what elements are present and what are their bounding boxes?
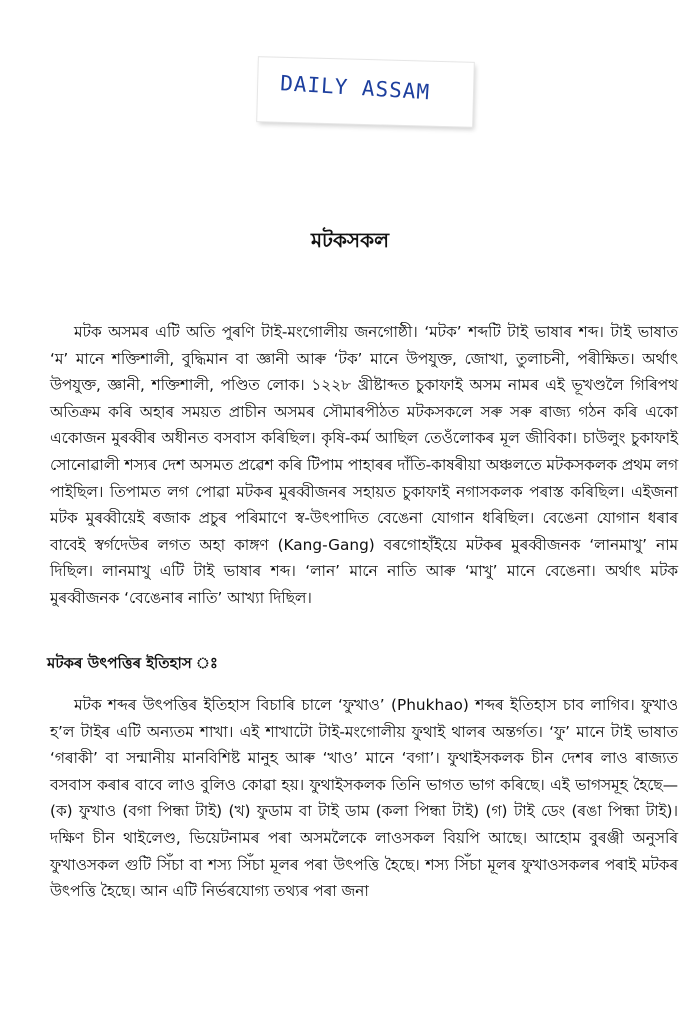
section-heading-origin: মটকৰ উৎপত্তিৰ ইতিহাস ঃ bbox=[47, 654, 218, 672]
stamp-text: DAILY ASSAM bbox=[279, 71, 431, 105]
daily-assam-stamp bbox=[257, 57, 474, 127]
paragraph-intro-text: মটক অসমৰ এটি অতি পুৰণি টাই-মংগোলীয় জনগোষ্ঠী। ‘মটক’ শব্দটি টাই ভাষাৰ শব্দ। টাই ভাষাত ‘ম’ মানে শক্তিশালী, বুদ্ধিমান বা জ্ঞানী আৰু ‘টক’ মানে উপযুক্ত, জোখা, তুলাচনী, পৰীক্ষিত। অৰ্থাৎ উপযুক্ত, জ্ঞানী, শক্তিশালী, পণ্ডিত লোক। ১২২৮ খ্ৰীষ্টাব্দত চুকাফাই অসম নামৰ এই ভূখণ্ডলৈ গিৰিপথ অতিক্ৰম কৰি অহাৰ সময়ত প্ৰাচীন অসমৰ সৌমাৰপীঠত মটকসকলে সৰু সৰু ৰাজ্য গঠন কৰি একো একোজন মুৰব্বীৰ অধীনত বসবাস কৰিছিল। কৃষি-কৰ্ম আছিল তেওঁলোকৰ মূল জীবিকা। চাউলুং চুকাফাই সোনোৱালী শস্যৰ দেশ অসমত প্ৰৱেশ কৰি টিপাম পাহাৰৰ দাঁতি-কাষৰীয়া অঞ্চলতে মটকসকলক প্ৰথম লগ পাইছিল। তিপামত লগ পোৱা মটকৰ মুৰব্বীজনৰ সহায়ত চুকাফাই নগাসকলক পৰাস্ত কৰিছিল। এইজনা মটক মুৰব্বীয়েই ৰজাক প্ৰচুৰ পৰিমাণে স্ব-উৎপাদিত বেঙেনা যোগান ধৰিছিল। বেঙেনা যোগান ধৰাৰ বাবেই স্বৰ্গদেউৰ লগত অহা কাঙ্গণ (Kang-Gang) বৰগোহাঁইয়ে মটকৰ মুৰব্বীজনক ‘লানমাখু’ নাম দিছিল। লানমাখু এটি টাই ভাষাৰ শব্দ। ‘লান’ মানে নাতি আৰু ‘মাখু’ মানে বেঙেনা। অৰ্থাৎ মটক মুৰব্বীজনক ‘বেঙেনাৰ নাতি’ আখ্যা দিছিল। bbox=[50, 323, 678, 607]
page-title: মটকসকল bbox=[310, 228, 390, 252]
paragraph-origin-text: মটক শব্দৰ উৎপত্তিৰ ইতিহাস বিচাৰি চালে ‘ফুখাও’ (Phukhao) শব্দৰ ইতিহাস চাব লাগিব। ফুখাও হ’ল টাইৰ এটি অন্যতম শাখা। এই শাখাটো টাই-মংগোলীয় ফুথাই থালৰ অন্তৰ্গত। ‘ফু’ মানে টাই ভাষাত ‘গৰাকী’ বা সন্মানীয় মানবিশিষ্ট মানুহ আৰু ‘খাও’ মানে ‘বগা’। ফুথাইসকলক চীন দেশৰ লাও ৰাজ্যত বসবাস কৰাৰ বাবে লাও বুলিও কোৱা হয়। ফুথাইসকলক তিনি ভাগত ভাগ কৰিছে। এই ভাগসমূহ হৈছে—(ক) ফুখাও (বগা পিন্ধা টাই) (খ) ফুডাম বা টাই ডাম (কলা পিন্ধা টাই) (গ) টাই ডেং (ৰঙা পিন্ধা টাই)। দক্ষিণ চীন থাইলেণ্ড, ভিয়েটনামৰ পৰা অসমলৈকে লাওসকল বিয়পি আছে। আহোম বুৰঞ্জী অনুসৰি ফুখাওসকল গুটি সিঁচা বা শস্য সিঁচা মূলৰ পৰা উৎপত্তি হৈছে। শস্য সিঁচা মূলৰ ফুখাওসকলৰ পৰাই মটকৰ উৎপত্তি হৈছে। আন এটি নিৰ্ভৰযোগ্য তথ্যৰ পৰা জনা bbox=[50, 696, 678, 901]
paragraph-intro bbox=[50, 319, 678, 612]
paragraph-origin bbox=[50, 692, 678, 905]
